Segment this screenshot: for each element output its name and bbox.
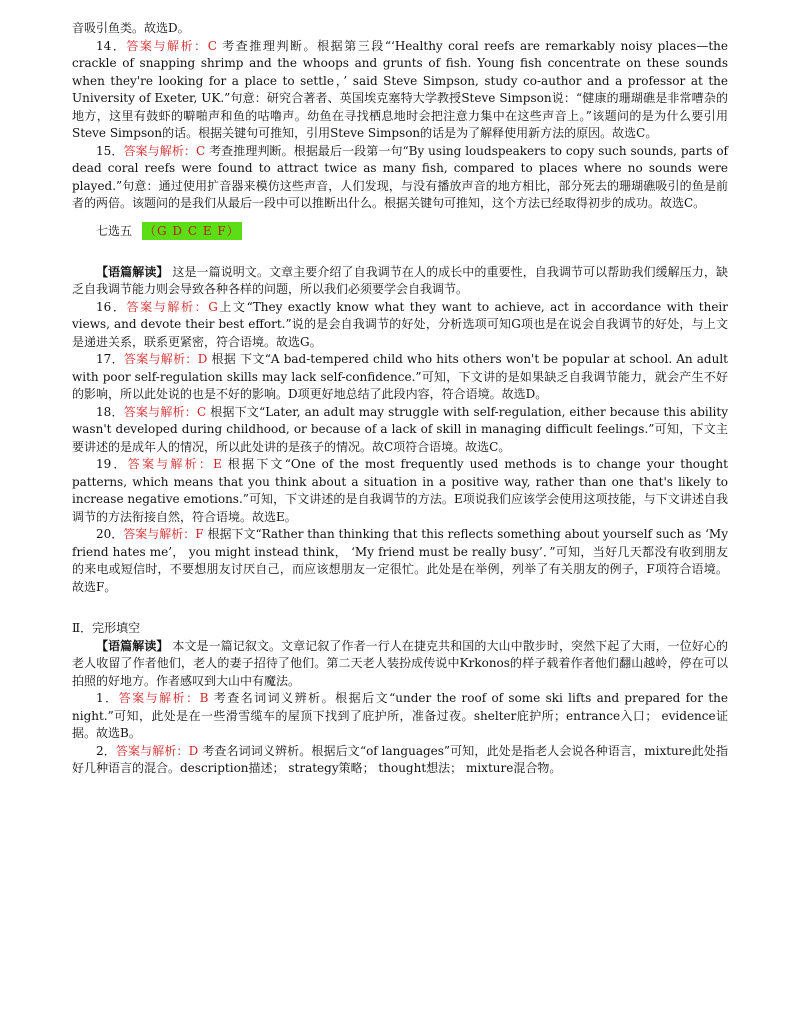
answer-16: 16．答案与解析：G上文“They exactly know what they want to achieve, act in accordance with their views, and devote their best effort.”说的是会自我调节的好处，分析选项可知G项也是在说会自我调节的好处，与上文是递进关系，联系更紧密，符合语境。故选G。 xyxy=(72,299,728,349)
passage-interpretation-2: 【语篇解读】 本文是一篇记叙文。文章记叙了作者一行人在捷克共和国的大山中散步时，突然下起了大雨，一位好心的老人收留了作者他们，老人的妻子招待了他们。第二天老人装扮成传说中Krkonos的样子载着作者他们翻山越岭，停在可以拍照的好地方。作者感叹到大山中有魔法。 xyxy=(72,638,728,688)
answer-label: 答案与解析：C xyxy=(123,143,206,158)
answer-label: 答案与解析：F xyxy=(123,527,204,541)
answer-label: 答案与解析：D xyxy=(115,743,199,758)
answer-label: 答案与解析：G xyxy=(126,299,218,314)
answer-label: 答案与解析：D xyxy=(123,352,208,366)
passage-interpretation: 【语篇解读】 这是一篇说明文。文章主要介绍了自我调节在人的成长中的重要性，自我调节可以帮助我们缓解压力，缺乏自我调节能力则会导致各种各样的问题，所以我们必须要学会自我调节。 xyxy=(72,264,728,296)
cloze-answer-1: 1．答案与解析：B 考查名词词义辨析。根据后文“under the roof of some ski lifts and prepared for the night.”可知，此处是在一些滑雪缆车的屋顶下找到了庇护所，准备过夜。shelter庇护所；entrance入口； evidence证据。故选B。 xyxy=(72,691,728,740)
section-answers: （G D C E F） xyxy=(144,223,240,238)
answer-label: 答案与解析：C xyxy=(126,38,217,53)
paragraph-top: 音吸引鱼类。故选D。 xyxy=(72,21,190,35)
answer-label: 答案与解析：C xyxy=(123,404,207,419)
answer-18: 18．答案与解析：C 根据下文“Later, an adult may struggle with self-regulation, either because this ability wasn't developed during childhood, or because of a lack of skill in managing difficult feelings.”可知，下文主要讲述的是成年人的情况，所以此处讲的是孩子的情况。故C项符合语境。故选C。 xyxy=(72,404,728,454)
answer-label: 答案与解析：E xyxy=(127,457,222,471)
section-seven-choose-five xyxy=(96,222,728,240)
section-cloze-title: Ⅱ．完形填空 xyxy=(72,621,141,635)
answer-15: 15．答案与解析：C 考查推理判断。根据最后一段第一句“By using loudspeakers to copy such sounds, parts of dead coral reefs were found to attract twice as many fish, compared to places where no sounds were played.”句意：通过使用扩音器来模仿这些声音，人们发现，与没有播放声音的地方相比，部分死去的珊瑚礁吸引的鱼是前者的两倍。该题问的是我们从最后一段中可以推断出什么。根据关键句可推知，这个方法已经取得初步的成功。故选C。 xyxy=(72,143,728,210)
answer-14: 14．答案与解析：C 考查推理判断。根据第三段“‘Healthy coral reefs are remarkably noisy places—the crackle of snapping shrimp and the whoops and grunts of fish. Young fish concentrate on these sounds when they're looking for a place to settle，’ said Steve Simpson, study co-author and a professor at the University of Exeter, UK.”句意：研究合著者、英国埃克塞特大学教授Steve Simpson说：“健康的珊瑚礁是非常嘈杂的地方，这里有鼓虾的噼啪声和鱼的咕噜声。幼鱼在寻找栖息地时会把注意力集中在这些声音上。”该题问的是为什么要引用Steve Simpson的话。根据关键句可推知，引用Steve Simpson的话是为了解释使用新方法的原因。故选C。 xyxy=(72,38,728,140)
answer-19: 19．答案与解析：E 根据下文“One of the most frequently used methods is to change your thought patterns, which means that you think about a situation in a positive way, rather than one that's likely to increase negative emotions.”可知，下文讲述的是自我调节的方法。E项说我们应该学会使用这项技能，与下文讲述自我调节的方法衔接自然，符合语境。故选E。 xyxy=(72,457,728,524)
answer-20: 20．答案与解析：F 根据下文“Rather than thinking that this reflects something about yourself such as ‘My friend hates me’， you might instead think， ‘My friend must be really busy’．”可知，当好几天都没有收到朋友的来电或短信时，不要想朋友讨厌自己，而应该想朋友一定很忙。此处是在举例，列举了有关朋友的例子，F项符合语境。故选F。 xyxy=(72,527,728,594)
cloze-answer-2: 2．答案与解析：D 考查名词词义辨析。根据后文“of languages”可知，此处是指老人会说各种语言，mixture此处指好几种语言的混合。description描述； strategy策略； thought想法； mixture混合物。 xyxy=(72,743,729,775)
section-title: 七选五 xyxy=(96,223,133,238)
answer-label: 答案与解析：B xyxy=(118,691,209,705)
document-page xyxy=(72,20,728,778)
answer-17: 17．答案与解析：D 根据 下文“A bad-tempered child who hits others won't be popular at school. An adult with poor self-regulation skills may lack self-confidence.”可知，下文讲的是如果缺乏自我调节能力，就会产生不好的影响，所以此处说的也是不好的影响。D项更好地总结了此段内容，符合语境。故选D。 xyxy=(72,352,729,401)
